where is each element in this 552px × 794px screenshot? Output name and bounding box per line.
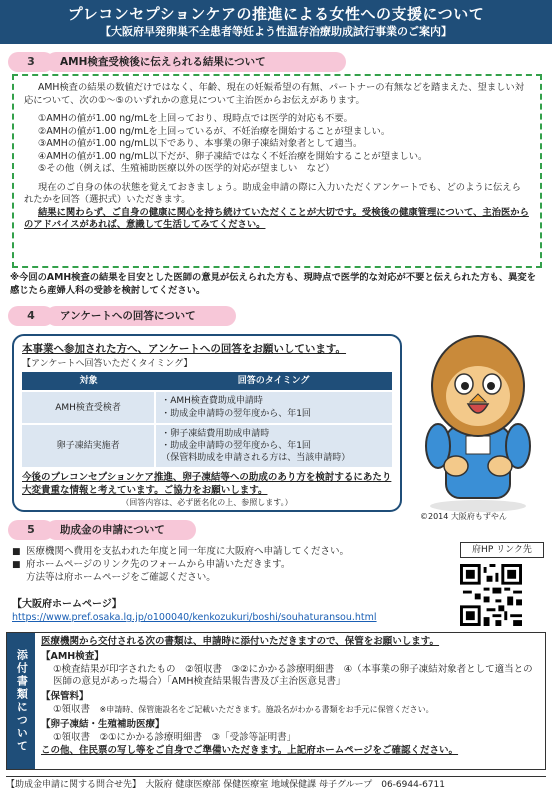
attachment-note: この他、住民票の写し等をご自身でご準備いただきます。上記府ホームページをご確認ください。: [41, 744, 459, 756]
survey-lead: 本事業へ参加された方へ、アンケートへの回答をお願いしています。: [22, 343, 347, 355]
attachment-lead: 医療機関から交付される次の書類は、申請時に添付いただきますので、保管をお願いします。: [41, 636, 440, 647]
mascot-illustration: [408, 316, 548, 516]
table-cell: 卵子凍結実施者: [22, 424, 155, 467]
list-item: ②AMHの値が1.00 ng/mLを上回っているが、不妊治療を開始することが望ましい。: [38, 125, 391, 137]
bullet-icon: ■: [12, 559, 21, 570]
attachment-heading: 【AMH検査】: [41, 650, 104, 662]
section-4-heading: [8, 304, 236, 328]
hp-link-label: 府HP リンク先: [460, 542, 544, 558]
bullet-icon: ■: [12, 547, 21, 557]
table-cell: ・AMH検査費助成申請時 ・助成金申請時の翌年度から、年1回: [155, 391, 392, 423]
note-text: ※今回のAMH検査の結果を目安とした医師の意見が伝えられた方も、現時点で医学的な対応が不要と伝えられた方も、異変を感じたら産婦人科の受診を検討してください。: [10, 272, 537, 296]
section-number: 3: [8, 52, 54, 72]
paragraph: 現在のご自身の体の状態を覚えておきましょう。助成金申請の際に入力いただくアンケートでも、どのように伝えられたかを回答（選択式）いただきます。: [24, 181, 521, 206]
list-item: ■ 医療機関へ費用を支払われた年度と同一年度に大阪府へ申請してください。: [12, 546, 350, 557]
table-cell: AMH検査受検者: [22, 391, 155, 423]
attachment-item: ①領収書 ②①にかかる診療明細書 ③「受診等証明書」: [53, 731, 297, 743]
survey-subheading: 【アンケートへ回答いただくタイミング】: [22, 359, 193, 370]
anonymity-note: （回答内容は、必ず匿名化の上、参照します。）: [121, 497, 293, 507]
list-item: ④AMHの値が1.00 ng/mL以下だが、卵子凍結ではなく不妊治療を開始することが望ましい。: [38, 150, 428, 162]
attachment-documents-box: [6, 632, 546, 770]
attachment-heading: 【保管料】: [41, 691, 89, 703]
qr-code-icon[interactable]: [460, 564, 522, 626]
hp-link-box: [460, 542, 544, 631]
copyright-text: ©2014 大阪府もずやん: [420, 512, 507, 521]
section-3-heading: [8, 50, 346, 74]
list-item: ③AMHの値が1.00 ng/mL以下であり、本事業の卵子凍結対象者として適当。: [38, 138, 363, 150]
table-cell: ・卵子凍結費用助成申請時 ・助成金申請時の翌年度から、年1回 （保管料助成を申請される方は、当該申請時）: [155, 424, 392, 467]
attachment-heading: 【卵子凍結・生殖補助医療】: [41, 718, 165, 730]
survey-box: [12, 334, 402, 512]
contact-footer: 【助成金申請に関する問合せ先】 大阪府 健康医療部 保健医療室 地域保健課 母子グループ 06-6944-6711: [6, 776, 546, 791]
list-item: ①AMHの値が1.00 ng/mLを上回っており、現時点では医学的対応も不要。: [38, 113, 353, 125]
section-number: 5: [8, 520, 54, 540]
page-subtitle: 【大阪府早発卵巣不全患者等妊よう性温存治療助成試行事業のご案内】: [100, 25, 452, 39]
emphasis-paragraph: 結果に関わらず、ご自身の健康に関心を持ち続けていただくことが大切です。受検後の健康管理について、主治医からのアドバイスがあれば、意識して生活してみてください。: [24, 206, 529, 231]
attachment-body: [35, 633, 545, 769]
attachment-item: ①検査結果が印字されたもの ②領収書 ③②にかかる診療明細書 ④（本事業の卵子凍結対象者として適当との医師の意見があった場合）「AMH検査結果報告書及び主治医意見書」: [53, 663, 533, 688]
section-number: 4: [8, 306, 54, 326]
intro-text: AMH検査の結果の数値だけではなく、年齢、現在の妊娠希望の有無、パートナーの有無などを踏まえた、望ましい対応について、次の①～⑤のいずれかの意見について主治医からお伝えがあります。: [24, 82, 525, 106]
list-item: 方法等は府ホームページをご確認ください。: [26, 571, 216, 583]
list-item: ■ 府ホームページのリンク先のフォームから申請いただきます。: [12, 558, 291, 570]
table-row: [22, 424, 392, 467]
timing-table: [22, 372, 392, 467]
table-header: 回答のタイミング: [155, 372, 392, 391]
list-item: ⑤その他（例えば、生殖補助医療以外の医学的対応が望ましい など）: [38, 163, 335, 175]
section-title: AMH検査受検後に伝えられる結果について: [46, 52, 346, 72]
page-title: プレコンセプションケアの推進による女性への支援について: [67, 5, 485, 23]
homepage-link[interactable]: https://www.pref.osaka.lg.jp/o100040/kenkozukuri/boshi/souhaturansou.html: [12, 612, 377, 623]
attachment-item: ①領収書 ※申請時、保管施設名をご記載いただきます。施設名がわかる書類をお手元に保管ください。: [53, 704, 434, 716]
section-5-heading: [8, 518, 196, 542]
section-title: 助成金の申請について: [46, 520, 196, 540]
page-header: [0, 0, 552, 44]
result-list: [24, 113, 530, 176]
table-header: 対象: [22, 372, 155, 391]
homepage-heading: 【大阪府ホームページ】: [12, 599, 122, 610]
application-list: [12, 546, 452, 584]
section-title: アンケートへの回答について: [46, 306, 236, 326]
survey-closing: 今後のプレコンセプションケア推進、卵子凍結等への助成のあり方を検討するにあたり大変貴重な情報と考えています。ご協力をお願いします。: [22, 472, 392, 496]
attachment-side-label: 添付書類について: [7, 633, 35, 769]
section-3-box: [12, 74, 542, 268]
table-row: [22, 391, 392, 423]
